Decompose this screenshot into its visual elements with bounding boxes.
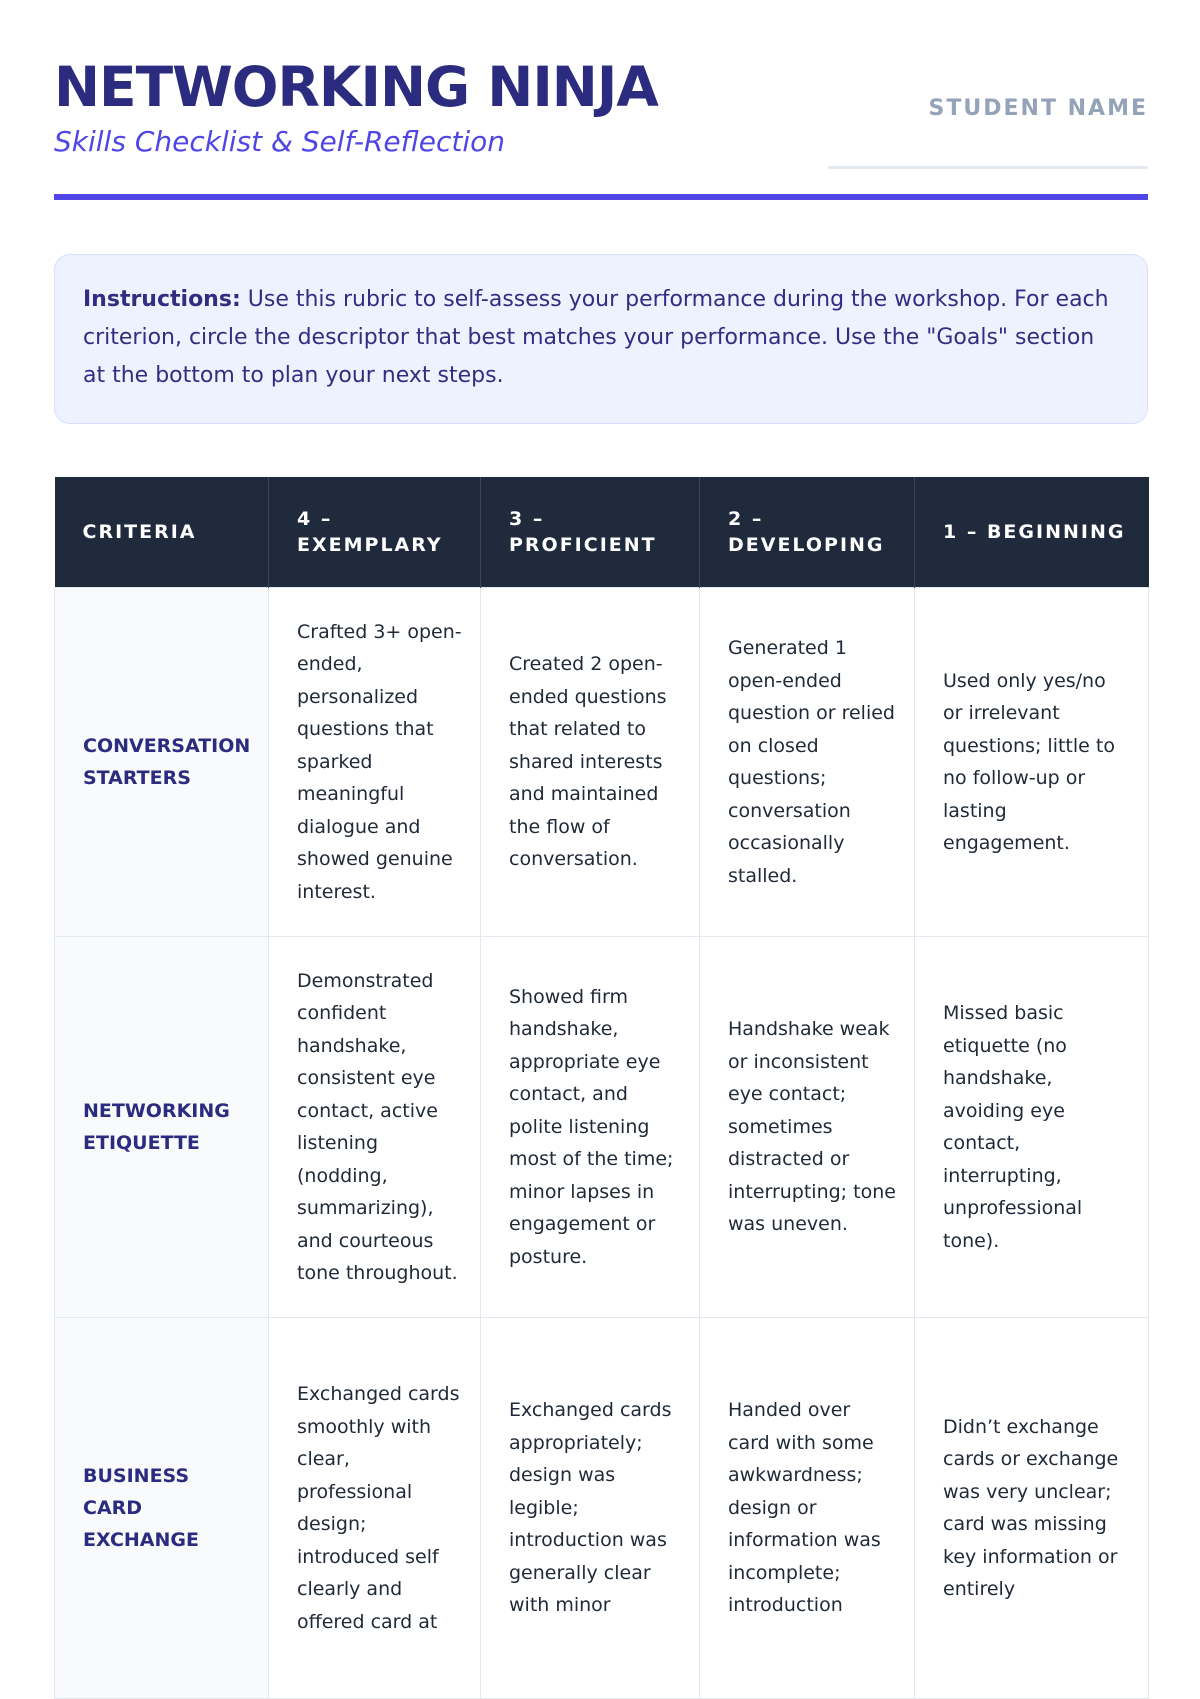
- header-developing: 2 – DEVELOPING: [700, 477, 915, 588]
- instructions-text: Use this rubric to self-assess your performance during the workshop. For each criterion, circle the descriptor that best matches your performance. Use the "Goals" section at the bottom to plan your next steps.: [83, 287, 1109, 388]
- descriptor-cell[interactable]: Didn’t exchange cards or exchange was very unclear; card was missing key information or entirely: [915, 1318, 1149, 1699]
- student-name-field[interactable]: [828, 92, 1148, 169]
- header-exemplary: 4 – EXEMPLARY: [269, 477, 481, 588]
- table-row: [55, 588, 1149, 937]
- table-row: [55, 937, 1149, 1318]
- rubric-header-row: [55, 477, 1149, 588]
- page-title: NETWORKING NINJA: [54, 55, 658, 119]
- header-proficient: 3 – PROFICIENT: [481, 477, 700, 588]
- header-beginning: 1 – BEGINNING: [915, 477, 1149, 588]
- instructions-box: [54, 254, 1148, 424]
- descriptor-cell[interactable]: Showed firm handshake, appropriate eye contact, and polite listening most of the time; minor lapses in engagement or posture.: [481, 937, 700, 1318]
- rubric-page: [54, 0, 1148, 1633]
- page-subtitle: Skills Checklist & Self-Reflection: [54, 125, 505, 158]
- instructions-label: Instructions:: [83, 287, 241, 312]
- descriptor-cell[interactable]: Created 2 open-ended questions that related to shared interests and maintained the flow of conversation.: [481, 588, 700, 937]
- header-criteria: CRITERIA: [55, 477, 269, 588]
- descriptor-cell[interactable]: Exchanged cards smoothly with clear, professional design; introduced self clearly and offered card at: [269, 1318, 481, 1699]
- table-row: [55, 1318, 1149, 1699]
- descriptor-cell[interactable]: Crafted 3+ open-ended, personalized questions that sparked meaningful dialogue and showed genuine interest.: [269, 588, 481, 937]
- criterion-cell: CONVERSATION STARTERS: [55, 588, 269, 937]
- descriptor-cell[interactable]: Exchanged cards appropriately; design was legible; introduction was generally clear with minor: [481, 1318, 700, 1699]
- criterion-cell: NETWORKING ETIQUETTE: [55, 937, 269, 1318]
- descriptor-cell[interactable]: Demonstrated confident handshake, consistent eye contact, active listening (nodding, summarizing), and courteous tone throughout.: [269, 937, 481, 1318]
- criterion-cell: BUSINESS CARD EXCHANGE: [55, 1318, 269, 1699]
- descriptor-cell[interactable]: Missed basic etiquette (no handshake, avoiding eye contact, interrupting, unprofessional tone).: [915, 937, 1149, 1318]
- header-divider: [54, 194, 1148, 200]
- rubric-table: [54, 477, 1149, 1699]
- descriptor-cell[interactable]: Handed over card with some awkwardness; design or information was incomplete; introduction: [700, 1318, 915, 1699]
- descriptor-cell[interactable]: Used only yes/no or irrelevant questions; little to no follow-up or lasting engagement.: [915, 588, 1149, 937]
- student-name-label: STUDENT NAME: [928, 96, 1148, 121]
- page-header: [54, 0, 1148, 200]
- descriptor-cell[interactable]: Handshake weak or inconsistent eye contact; sometimes distracted or interrupting; tone was uneven.: [700, 937, 915, 1318]
- descriptor-cell[interactable]: Generated 1 open-ended question or relied on closed questions; conversation occasionally stalled.: [700, 588, 915, 937]
